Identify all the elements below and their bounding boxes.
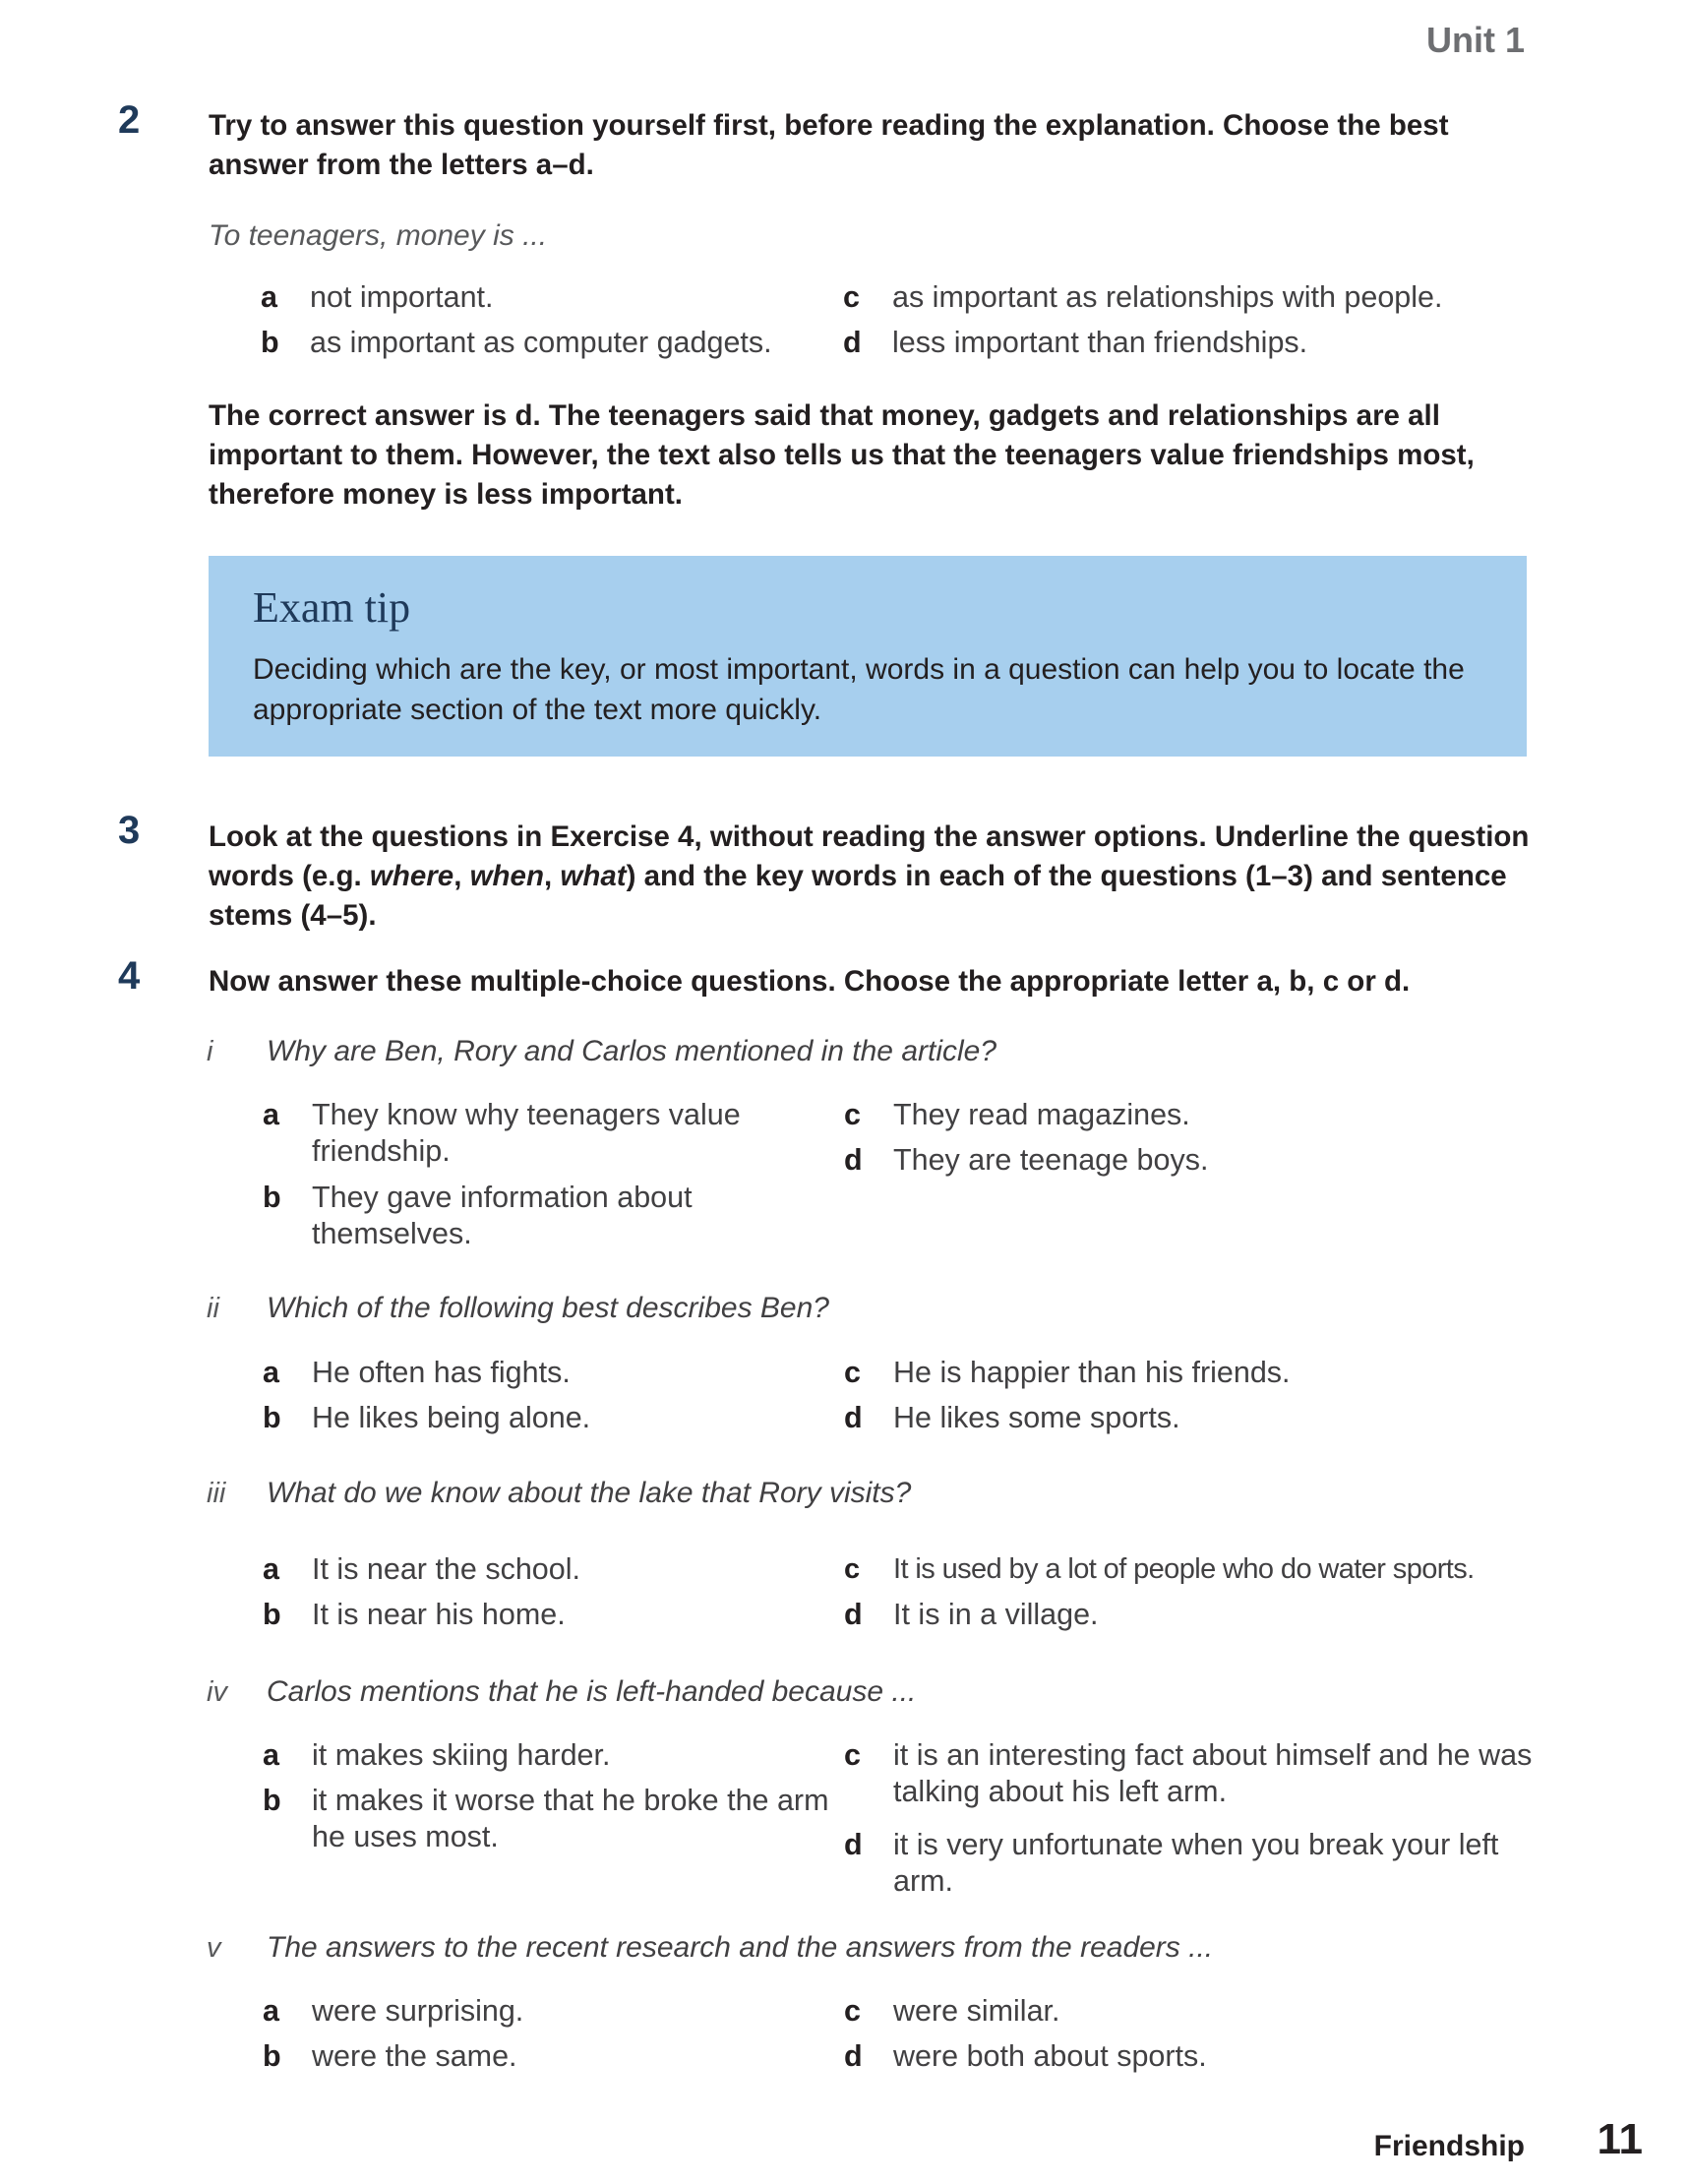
ex3-separator: , <box>453 860 470 892</box>
option-letter: d <box>844 1828 863 1861</box>
ex3-text: Look at the questions in Exercise 4, without reading the answer options. Underline the question words (e.g. <box>209 820 1530 892</box>
exercise-3-instruction <box>209 818 1537 936</box>
option-text: They are teenage boys. <box>893 1143 1209 1177</box>
question-ii-numeral: ii <box>207 1293 219 1324</box>
ex3-word-where: where <box>369 860 454 892</box>
question-iv-text: Carlos mentions that he is left-handed because ... <box>267 1675 917 1708</box>
exercise-2-stem: To teenagers, money is ... <box>209 219 548 252</box>
option-letter: a <box>263 1994 279 2028</box>
footer-section-title: Friendship <box>1373 2130 1525 2162</box>
option-text: were surprising. <box>312 1994 524 2028</box>
exercise-2-instruction: Try to answer this question yourself first, before reading the explanation. Choose the best answer from the letters a–d. <box>209 109 1449 181</box>
question-iii-text: What do we know about the lake that Rory visits? <box>267 1477 912 1509</box>
exercise-2-number: 2 <box>118 98 141 142</box>
option-letter: a <box>261 280 277 314</box>
option-text: it is very unfortunate when you break your left arm. <box>893 1828 1499 1898</box>
ex3-word-what: what <box>560 860 627 892</box>
option-text: It is near his home. <box>312 1598 566 1631</box>
option-letter: d <box>843 326 862 359</box>
option-text: it is an interesting fact about himself and he was talking about his left arm. <box>893 1738 1533 1808</box>
option-text: were similar. <box>893 1994 1060 2028</box>
option-letter: b <box>263 2039 281 2073</box>
option-letter: d <box>844 1401 863 1434</box>
option-text: He is happier than his friends. <box>893 1356 1291 1389</box>
option-text: were both about sports. <box>893 2039 1207 2073</box>
option-text: It is in a village. <box>893 1598 1099 1631</box>
exercise-4-number: 4 <box>118 954 141 998</box>
option-text: were the same. <box>312 2039 517 2073</box>
unit-label: Unit 1 <box>1425 20 1525 60</box>
option-text: as important as relationships with people. <box>892 280 1443 314</box>
option-letter: c <box>843 280 860 314</box>
option-letter: c <box>844 1738 861 1772</box>
exam-tip-box <box>209 556 1527 757</box>
page-number: 11 <box>1597 2115 1643 2163</box>
question-ii-text: Which of the following best describes Ben? <box>267 1292 829 1324</box>
option-text: It is used by a lot of people who do water sports. <box>893 1553 1475 1585</box>
option-text: It is near the school. <box>312 1552 580 1586</box>
option-letter: b <box>263 1181 281 1214</box>
option-text: less important than friendships. <box>892 326 1308 359</box>
option-letter: d <box>844 1143 863 1177</box>
exercise-2-explanation: The correct answer is d. The teenagers said that money, gadgets and relationships are all important to them. However, the text also tells us that the teenagers value friendships most, therefore money is less important. <box>209 399 1475 511</box>
option-letter: a <box>263 1356 279 1389</box>
option-letter: c <box>844 1356 861 1389</box>
option-letter: d <box>844 1598 863 1631</box>
exam-tip-body: Deciding which are the key, or most important, words in a question can help you to locate the appropriate section of the text more quickly. <box>253 653 1465 726</box>
ex3-text: ) and the key words in each of the questions (1–3) and sentence stems (4–5). <box>209 860 1507 932</box>
option-letter: c <box>844 1553 861 1585</box>
option-letter: d <box>844 2039 863 2073</box>
option-text: He likes being alone. <box>312 1401 591 1434</box>
question-iii-numeral: iii <box>207 1478 226 1509</box>
exam-tip-heading: Exam tip <box>253 583 411 632</box>
ex3-separator: , <box>544 860 561 892</box>
option-letter: a <box>263 1738 279 1772</box>
question-i-text: Why are Ben, Rory and Carlos mentioned in the article? <box>267 1035 997 1067</box>
question-v-text: The answers to the recent research and the answers from the readers ... <box>267 1931 1214 1964</box>
option-text: They know why teenagers value friendship. <box>312 1098 741 1168</box>
option-text: as important as computer gadgets. <box>310 326 772 359</box>
option-letter: a <box>263 1098 279 1131</box>
option-letter: c <box>844 1994 861 2028</box>
option-text: it makes it worse that he broke the arm he uses most. <box>312 1784 829 1853</box>
option-text: not important. <box>310 280 494 314</box>
option-text: He often has fights. <box>312 1356 571 1389</box>
option-letter: b <box>261 326 279 359</box>
question-v-numeral: v <box>207 1932 221 1964</box>
option-text: He likes some sports. <box>893 1401 1180 1434</box>
exercise-4-instruction: Now answer these multiple-choice questions. Choose the appropriate letter a, b, c or d. <box>209 965 1411 998</box>
question-iv-numeral: iv <box>207 1676 227 1708</box>
option-letter: b <box>263 1401 281 1434</box>
option-letter: b <box>263 1598 281 1631</box>
exercise-3-number: 3 <box>118 809 141 852</box>
option-text: They gave information about themselves. <box>312 1181 693 1250</box>
option-letter: a <box>263 1552 279 1586</box>
option-text: They read magazines. <box>893 1098 1190 1131</box>
option-letter: c <box>844 1098 861 1131</box>
option-text: it makes skiing harder. <box>312 1738 611 1772</box>
ex3-word-when: when <box>469 860 544 892</box>
question-i-numeral: i <box>207 1036 213 1067</box>
option-letter: b <box>263 1784 281 1817</box>
